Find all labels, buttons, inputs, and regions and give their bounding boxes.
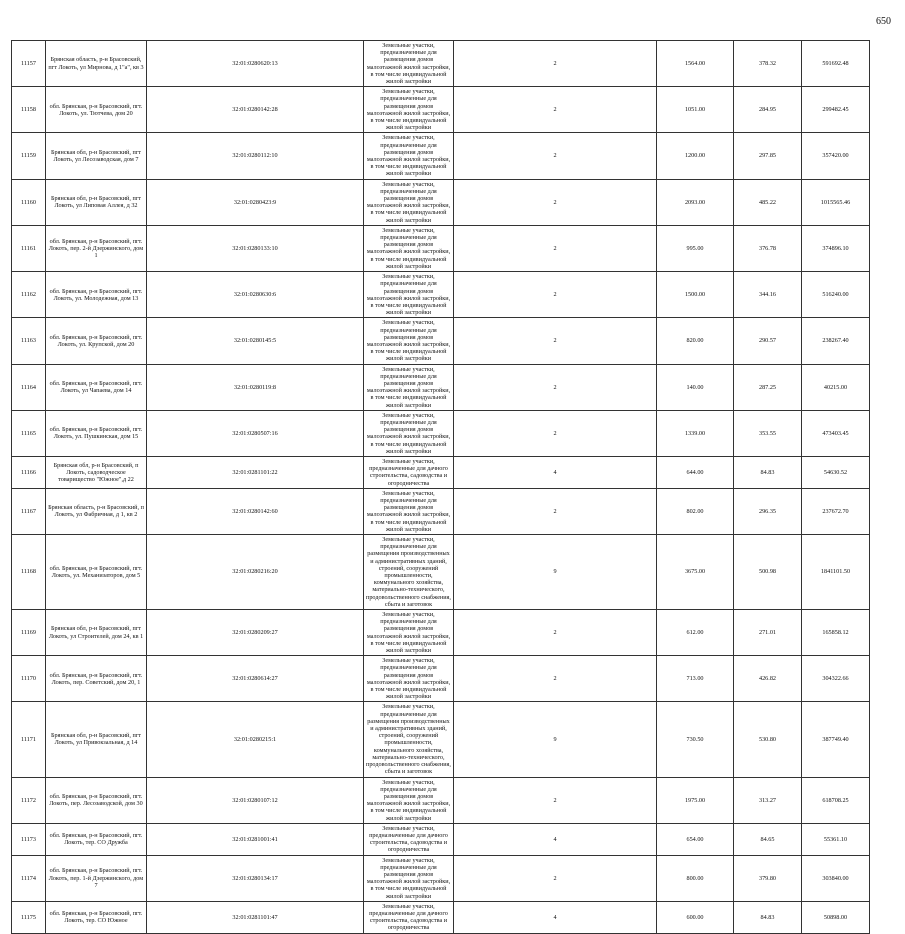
cadastral-number-cell: 32:01:0280133:10 [147,225,364,271]
row-number: 11159 [12,133,46,179]
row-number: 11170 [12,656,46,702]
table-row [12,410,870,456]
address-cell: обл. Брянская, р-н Брасовский, пгт. Локоть, пер. Советский, дом 20, 1 [46,656,147,702]
specific-value-cell: 426.82 [734,656,802,702]
cadastral-value-cell: 591692.48 [802,41,870,87]
area-cell: 730.50 [657,702,734,777]
cadastral-number-cell: 32:01:0280209:27 [147,610,364,656]
cadastral-value-cell: 54630.52 [802,456,870,488]
table-row [12,823,870,855]
specific-value-cell: 84.65 [734,823,802,855]
group-cell: 2 [454,318,657,364]
table-row [12,272,870,318]
group-cell: 2 [454,133,657,179]
area-cell: 820.00 [657,318,734,364]
group-cell: 2 [454,225,657,271]
address-cell: обл. Брянская, р-н Брасовский, пгт. Локоть, ул. Молодежная, дом 13 [46,272,147,318]
land-use-cell: Земельные участки, предназначенные для размещения домов малоэтажной жилой застройки, в том числе индивидуальной жилой застройки [364,41,454,87]
group-cell: 4 [454,823,657,855]
table-row [12,855,870,901]
specific-value-cell: 290.57 [734,318,802,364]
land-use-cell: Земельные участки, предназначенные для размещения домов малоэтажной жилой застройки, в том числе индивидуальной жилой застройки [364,225,454,271]
cadastral-value-cell: 238267.40 [802,318,870,364]
cadastral-number-cell: 32:01:0280107:12 [147,777,364,823]
cadastral-value-cell: 516240.00 [802,272,870,318]
specific-value-cell: 378.32 [734,41,802,87]
land-use-cell: Земельные участки, предназначенные для дачного строительства, садоводства и огородничества [364,456,454,488]
specific-value-cell: 500.98 [734,535,802,610]
specific-value-cell: 313.27 [734,777,802,823]
group-cell: 2 [454,410,657,456]
page-number: 650 [876,16,891,27]
land-use-cell: Земельные участки, предназначенные для размещения домов малоэтажной жилой застройки, в том числе индивидуальной жилой застройки [364,610,454,656]
cadastral-number-cell: 32:01:0281101:22 [147,456,364,488]
address-cell: обл. Брянская, р-н Брасовский, пгт. Локоть, ул. Пушкинская, дом 15 [46,410,147,456]
table-row [12,901,870,933]
table-row [12,777,870,823]
cadastral-value-cell: 387749.40 [802,702,870,777]
table-row [12,225,870,271]
area-cell: 1200.00 [657,133,734,179]
cadastral-value-cell: 299482.45 [802,87,870,133]
land-use-cell: Земельные участки, предназначенные для размещения домов малоэтажной жилой застройки, в том числе индивидуальной жилой застройки [364,777,454,823]
cadastral-number-cell: 32:01:0280620:13 [147,41,364,87]
address-cell: обл. Брянская, р-н Брасовский, пгт. Локоть, пер. 2-й Дзержинского, дом 1 [46,225,147,271]
area-cell: 140.00 [657,364,734,410]
area-cell: 1339.00 [657,410,734,456]
row-number: 11163 [12,318,46,364]
address-cell: обл. Брянская, р-н Брасовский, пгт. Локоть, ул. Тютчева, дом 20 [46,87,147,133]
cadastral-number-cell: 32:01:0280112:10 [147,133,364,179]
land-use-cell: Земельные участки, предназначенные для размещения домов малоэтажной жилой застройки, в том числе индивидуальной жилой застройки [364,364,454,410]
specific-value-cell: 296.35 [734,488,802,534]
table-row [12,702,870,777]
row-number: 11164 [12,364,46,410]
area-cell: 713.00 [657,656,734,702]
row-number: 11172 [12,777,46,823]
row-number: 11175 [12,901,46,933]
address-cell: Брянская область, р-н Брасовский, пгт Локоть, ул Мирнова, д 1"а", кв 3 [46,41,147,87]
specific-value-cell: 485.22 [734,179,802,225]
address-cell: Брянская область, р-н Брасовский, п Локоть, ул Фабричная, д 1, кв 2 [46,488,147,534]
land-use-cell: Земельные участки, предназначенные для размещения домов малоэтажной жилой застройки, в том числе индивидуальной жилой застройки [364,488,454,534]
address-cell: Брянская обл, р-н Брасовский, пгт Локоть, ул Липовая Аллея, д 32 [46,179,147,225]
row-number: 11158 [12,87,46,133]
row-number: 11161 [12,225,46,271]
group-cell: 2 [454,179,657,225]
land-use-cell: Земельные участки, предназначенные для дачного строительства, садоводства и огородничества [364,901,454,933]
cadastral-number-cell: 32:01:0281101:47 [147,901,364,933]
specific-value-cell: 344.16 [734,272,802,318]
area-cell: 1975.00 [657,777,734,823]
table-row [12,87,870,133]
table-row [12,364,870,410]
group-cell: 2 [454,87,657,133]
group-cell: 2 [454,855,657,901]
group-cell: 4 [454,901,657,933]
specific-value-cell: 530.80 [734,702,802,777]
cadastral-number-cell: 32:01:0280215:1 [147,702,364,777]
cadastral-number-cell: 32:01:0280145:5 [147,318,364,364]
row-number: 11166 [12,456,46,488]
address-cell: Брянская обл, р-н Брасовский, п Локоть, садоводческое товарищество "Южное",д 22 [46,456,147,488]
cadastral-value-cell: 618708.25 [802,777,870,823]
cadastral-value-cell: 304322.66 [802,656,870,702]
area-cell: 612.00 [657,610,734,656]
area-cell: 995.00 [657,225,734,271]
cadastral-number-cell: 32:01:0280119:8 [147,364,364,410]
row-number: 11168 [12,535,46,610]
land-use-cell: Земельные участки, предназначенные для размещения домов малоэтажной жилой застройки, в том числе индивидуальной жилой застройки [364,179,454,225]
group-cell: 9 [454,535,657,610]
address-cell: обл. Брянская, р-н Брасовский, пгт. Локоть, ул Чапаева, дом 14 [46,364,147,410]
area-cell: 1500.00 [657,272,734,318]
specific-value-cell: 284.95 [734,87,802,133]
cadastral-value-cell: 473403.45 [802,410,870,456]
specific-value-cell: 287.25 [734,364,802,410]
specific-value-cell: 84.83 [734,456,802,488]
table-row [12,456,870,488]
group-cell: 2 [454,610,657,656]
address-cell: обл. Брянская, р-н Брасовский, пгт. Локоть, ул. Механизаторов, дом 5 [46,535,147,610]
group-cell: 2 [454,41,657,87]
cadastral-number-cell: 32:01:0280614:27 [147,656,364,702]
table-row [12,656,870,702]
cadastral-value-cell: 1015565.46 [802,179,870,225]
cadastral-value-cell: 357420.00 [802,133,870,179]
area-cell: 802.00 [657,488,734,534]
land-use-cell: Земельные участки, предназначенные для размещения домов малоэтажной жилой застройки, в том числе индивидуальной жилой застройки [364,855,454,901]
address-cell: Брянская обл, р-н Брасовский, пгт Локоть, ул Строителей, дом 24, кв 1 [46,610,147,656]
group-cell: 2 [454,777,657,823]
table-row [12,318,870,364]
cadastral-value-cell: 40215.00 [802,364,870,410]
area-cell: 654.00 [657,823,734,855]
area-cell: 600.00 [657,901,734,933]
specific-value-cell: 353.55 [734,410,802,456]
row-number: 11162 [12,272,46,318]
row-number: 11157 [12,41,46,87]
land-use-cell: Земельные участки, предназначенные для размещения домов малоэтажной жилой застройки, в том числе индивидуальной жилой застройки [364,410,454,456]
land-use-cell: Земельные участки, предназначенные для размещения домов малоэтажной жилой застройки, в том числе индивидуальной жилой застройки [364,272,454,318]
table-row [12,133,870,179]
land-use-cell: Земельные участки, предназначенные для размещения производственных и административных зданий, строений, сооружений промышленности, коммунального хозяйства, материально-технического, продовольственного снабжения, сбыта и заготовок [364,535,454,610]
table-row [12,535,870,610]
area-cell: 1051.00 [657,87,734,133]
row-number: 11165 [12,410,46,456]
row-number: 11167 [12,488,46,534]
address-cell: Брянская обл, р-н Брасовский, пгт Локоть, ул Лесозаводская, дом 7 [46,133,147,179]
land-use-cell: Земельные участки, предназначенные для дачного строительства, садоводства и огородничества [364,823,454,855]
cadastral-value-cell: 237672.70 [802,488,870,534]
group-cell: 2 [454,488,657,534]
address-cell: обл. Брянская, р-н Брасовский, пгт. Локоть, тер. СО Южное [46,901,147,933]
table-row [12,41,870,87]
cadastral-number-cell: 32:01:0280142:28 [147,87,364,133]
cadastral-value-cell: 165858.12 [802,610,870,656]
specific-value-cell: 376.78 [734,225,802,271]
group-cell: 2 [454,656,657,702]
cadastral-number-cell: 32:01:0280423:9 [147,179,364,225]
table-row [12,610,870,656]
land-use-cell: Земельные участки, предназначенные для размещения домов малоэтажной жилой застройки, в том числе индивидуальной жилой застройки [364,656,454,702]
land-use-cell: Земельные участки, предназначенные для размещения домов малоэтажной жилой застройки, в том числе индивидуальной жилой застройки [364,318,454,364]
land-use-cell: Земельные участки, предназначенные для размещения производственных и административных зданий, строений, сооружений промышленности, коммунального хозяйства, материально-технического, продовольственного снабжения, сбыта и заготовок [364,702,454,777]
address-cell: обл. Брянская, р-н Брасовский, пгт. Локоть, пер. 1-й Дзержинского, дом 7 [46,855,147,901]
cadastral-value-cell: 50898.00 [802,901,870,933]
cadastral-number-cell: 32:01:0280507:16 [147,410,364,456]
address-cell: обл. Брянская, р-н Брасовский, пгт. Локоть, тер. СО Дружба [46,823,147,855]
cadastral-number-cell: 32:01:0280216:20 [147,535,364,610]
cadastral-number-cell: 32:01:0280134:17 [147,855,364,901]
group-cell: 2 [454,364,657,410]
area-cell: 2093.00 [657,179,734,225]
cadastral-value-cell: 303840.00 [802,855,870,901]
group-cell: 4 [454,456,657,488]
row-number: 11171 [12,702,46,777]
cadastral-number-cell: 32:01:0280142:60 [147,488,364,534]
area-cell: 800.00 [657,855,734,901]
cadastral-value-table [11,40,870,934]
cadastral-value-cell: 55361.10 [802,823,870,855]
group-cell: 2 [454,272,657,318]
area-cell: 3675.00 [657,535,734,610]
area-cell: 1564.00 [657,41,734,87]
group-cell: 9 [454,702,657,777]
row-number: 11174 [12,855,46,901]
specific-value-cell: 271.01 [734,610,802,656]
table-row [12,488,870,534]
address-cell: обл. Брянская, р-н Брасовский, пгт. Локоть, пер. Лесозаводской, дом 30 [46,777,147,823]
address-cell: обл. Брянская, р-н Брасовский, пгт. Локоть, ул. Крупской, дом 20 [46,318,147,364]
specific-value-cell: 297.85 [734,133,802,179]
land-use-cell: Земельные участки, предназначенные для размещения домов малоэтажной жилой застройки, в том числе индивидуальной жилой застройки [364,133,454,179]
cadastral-value-cell: 374896.10 [802,225,870,271]
row-number: 11169 [12,610,46,656]
cadastral-number-cell: 32:01:0280630:6 [147,272,364,318]
row-number: 11173 [12,823,46,855]
cadastral-number-cell: 32:01:0281001:41 [147,823,364,855]
cadastral-value-cell: 1841101.50 [802,535,870,610]
row-number: 11160 [12,179,46,225]
specific-value-cell: 84.83 [734,901,802,933]
address-cell: Брянская обл, р-н Брасовский, пгт Локоть, ул Привокзальная, д 14 [46,702,147,777]
land-use-cell: Земельные участки, предназначенные для размещения домов малоэтажной жилой застройки, в том числе индивидуальной жилой застройки [364,87,454,133]
area-cell: 644.00 [657,456,734,488]
table-row [12,179,870,225]
specific-value-cell: 379.80 [734,855,802,901]
